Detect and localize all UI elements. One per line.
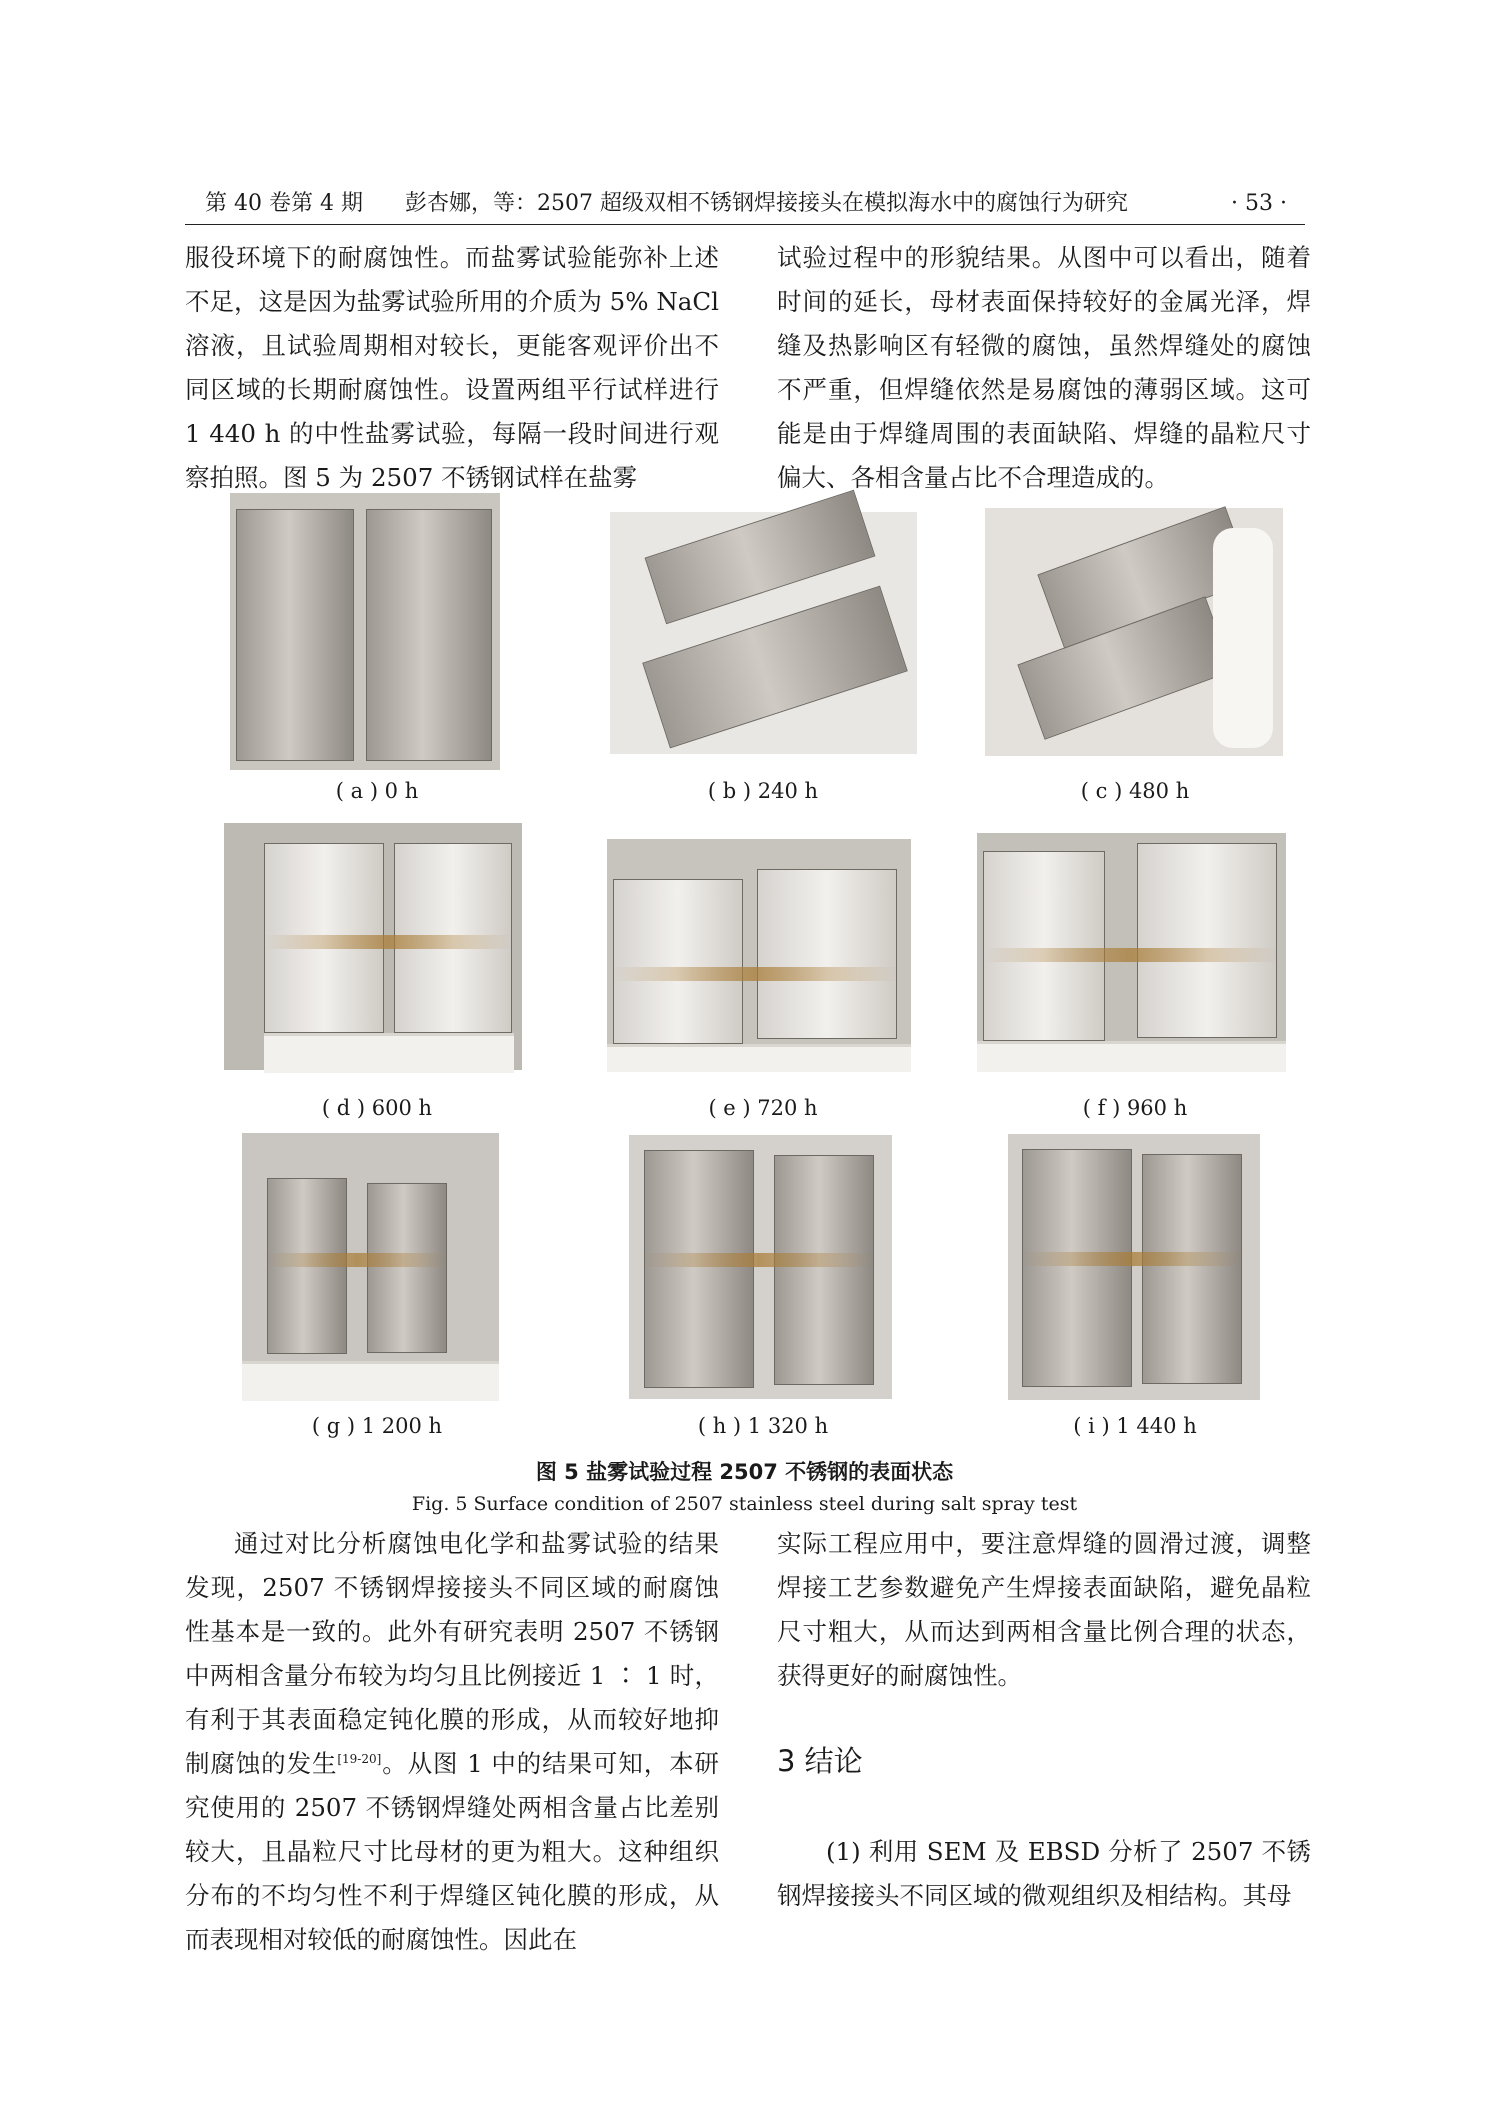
text-run: 通过对比分析腐蚀电化学和盐雾试验的结果发现，2507 不锈钢焊接接头不同区域的耐腐蚀性基本是一致的。此外有研究表明 2507 不锈钢中两相含量分布较为均匀且比例接近 1 ∶ 1 时，有利于其表面稳定钝化膜的形成，从而较好地抑制腐蚀的发生 (185, 1529, 719, 1778)
photo-d-600h (224, 823, 522, 1070)
bottom-left-column (185, 1522, 719, 1962)
photo-c-480h (985, 508, 1283, 756)
running-header (185, 186, 1305, 222)
photo-g-1200h (242, 1133, 499, 1398)
photo-i-1440h (1008, 1134, 1260, 1400)
steel-plate (236, 509, 354, 761)
steel-plate (1142, 1154, 1242, 1384)
steel-plate (1022, 1149, 1132, 1387)
steel-plate (1137, 843, 1277, 1038)
paragraph (185, 1522, 719, 1962)
photo-h-1320h (629, 1135, 892, 1399)
journal-volume: 第 40 卷第 4 期 (205, 191, 363, 216)
paragraph: 试验过程中的形貌结果。从图中可以看出，随着时间的延长，母材表面保持较好的金属光泽，焊缝及热影响区有轻微的腐蚀，虽然焊缝处的腐蚀不严重，但焊缝依然是易腐蚀的薄弱区域。这可能是由于焊缝周围的表面缺陷、焊缝的晶粒尺寸偏大、各相含量占比不合理造成的。 (777, 243, 1311, 492)
steel-plate (774, 1155, 874, 1385)
figure-title-cn: 图 5 盐雾试验过程 2507 不锈钢的表面状态 (535, 1460, 954, 1484)
page-number: · 53 · (1231, 191, 1287, 216)
text-run: 。从图 1 中的结果可知，本研究使用的 2507 不锈钢焊缝处两相含量占比差别较大，且晶粒尺寸比母材的更为粗大。这种组织分布的不均匀性不利于焊缝区钝化膜的形成，从而表现相对较低的耐腐蚀性。因此在 (185, 1749, 719, 1954)
steel-plate (613, 879, 743, 1044)
header-rule (185, 224, 1305, 225)
caption-d: ( d ) 600 h (321, 1096, 433, 1120)
weld-zone (644, 1253, 874, 1267)
paragraph: (1) 利用 SEM 及 EBSD 分析了 2507 不锈钢焊接接头不同区域的微观组织及相结构。其母 (777, 1837, 1311, 1910)
caption-g: ( g ) 1 200 h (311, 1414, 443, 1438)
paragraph: 实际工程应用中，要注意焊缝的圆滑过渡，调整焊接工艺参数避免产生焊接表面缺陷，避免晶粒尺寸粗大，从而达到两相含量比例合理的状态，获得更好的耐腐蚀性。 (777, 1529, 1311, 1690)
steel-plate (367, 1183, 447, 1353)
rack (264, 1033, 514, 1073)
bottom-right-column (777, 1522, 1311, 1698)
bottom-right-column-continued (777, 1830, 1311, 1918)
section-heading: 3 结论 (777, 1744, 863, 1778)
caption-a: ( a ) 0 h (335, 779, 419, 803)
top-right-column (777, 236, 1311, 500)
steel-plate (983, 851, 1105, 1041)
rack (977, 1041, 1286, 1072)
article-running-title: 彭杏娜，等：2507 超级双相不锈钢焊接接头在模拟海水中的腐蚀行为研究 (405, 191, 1128, 216)
photo-a-0h (230, 493, 500, 770)
weld-zone (264, 935, 512, 949)
weld-zone (613, 967, 897, 981)
caption-i: ( i ) 1 440 h (1073, 1414, 1197, 1438)
figure-title-en: Fig. 5 Surface condition of 2507 stainless steel during salt spray test (411, 1493, 1078, 1515)
rack (242, 1361, 499, 1401)
citation: [19-20] (337, 1751, 382, 1766)
weld-zone (267, 1253, 447, 1267)
caption-h: ( h ) 1 320 h (697, 1414, 829, 1438)
rack (607, 1044, 911, 1072)
top-left-column (185, 236, 719, 500)
weld-zone (983, 948, 1277, 962)
caption-f: ( f ) 960 h (1082, 1096, 1188, 1120)
steel-plate (757, 869, 897, 1039)
rack-post (1213, 528, 1273, 748)
paragraph: 服役环境下的耐腐蚀性。而盐雾试验能弥补上述不足，这是因为盐雾试验所用的介质为 5% NaCl 溶液，且试验周期相对较长，更能客观评价出不同区域的长期耐腐蚀性。设置两组平行试样进行 1 440 h 的中性盐雾试验，每隔一段时间进行观察拍照。图 5 为 2507 不锈钢试样在盐雾 (185, 243, 719, 492)
weld-zone (1022, 1252, 1242, 1266)
steel-plate (366, 509, 492, 761)
photo-f-960h (977, 833, 1286, 1069)
photo-e-720h (607, 839, 911, 1069)
caption-c: ( c ) 480 h (1080, 779, 1190, 803)
caption-e: ( e ) 720 h (708, 1096, 818, 1120)
steel-plate (644, 1150, 754, 1388)
photo-b-240h (610, 512, 917, 754)
caption-b: ( b ) 240 h (707, 779, 819, 803)
